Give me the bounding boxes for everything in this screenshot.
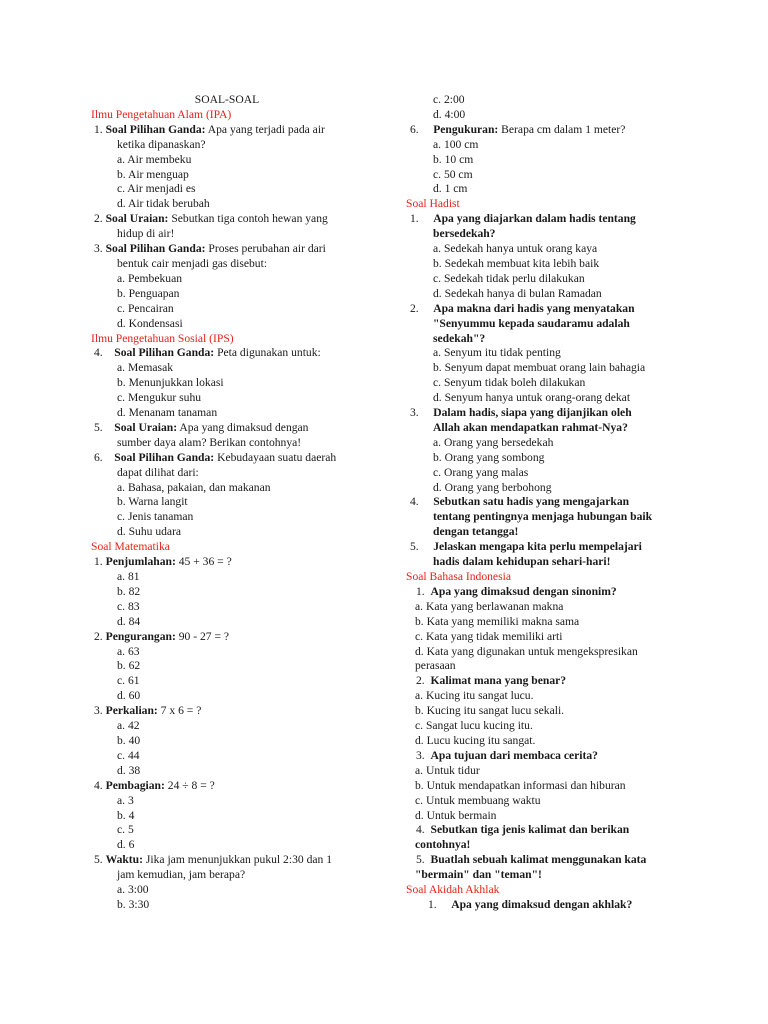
answer-option: a. Untuk tidur bbox=[415, 763, 480, 777]
answer-option: d. Senyum hanya untuk orang-orang dekat bbox=[433, 391, 631, 405]
answer-option: b. Kata yang memiliki makna sama bbox=[415, 614, 580, 628]
answer-option: c. Air menjadi es bbox=[117, 182, 196, 196]
question-continuation: "bermain" dan "teman"! bbox=[415, 868, 542, 882]
answer-option: c. 2:00 bbox=[433, 93, 465, 106]
question-mtk-3: 3. Perkalian: 7 x 6 = ? bbox=[94, 704, 202, 718]
question-hadist-1: 1. Apa yang diajarkan dalam hadis tentang bbox=[410, 212, 636, 226]
answer-option: d. Untuk bermain bbox=[415, 808, 497, 822]
question-hadist-5: 5. Jelaskan mengapa kita perlu mempelajari bbox=[410, 540, 642, 554]
answer-option: c. Senyum tidak boleh dilakukan bbox=[433, 376, 586, 390]
answer-option: b. Orang yang sombong bbox=[433, 450, 545, 464]
section-heading-ipa: Ilmu Pengetahuan Alam (IPA) bbox=[91, 107, 232, 121]
answer-option: d. 6 bbox=[117, 838, 135, 852]
answer-option: a. 3 bbox=[117, 793, 134, 807]
answer-option: c. 5 bbox=[117, 823, 134, 837]
answer-option: d. Menanam tanaman bbox=[117, 406, 218, 420]
answer-option: d. 1 cm bbox=[433, 182, 468, 196]
answer-option: d. 84 bbox=[117, 614, 141, 628]
answer-option: c. Orang yang malas bbox=[433, 465, 529, 479]
answer-option: b. Untuk mendapatkan informasi dan hiburan bbox=[415, 778, 626, 792]
question-continuation: bersedekah? bbox=[433, 227, 496, 241]
question-hadist-2: 2. Apa makna dari hadis yang menyatakan bbox=[410, 301, 635, 315]
question-continuation: ketika dipanaskan? bbox=[117, 137, 206, 151]
question-bindo-1: 1. Apa yang dimaksud dengan sinonim? bbox=[416, 584, 617, 598]
answer-option: a. Senyum itu tidak penting bbox=[433, 346, 561, 360]
answer-option: b. 40 bbox=[117, 733, 141, 747]
question-continuation: sumber daya alam? Berikan contohnya! bbox=[117, 435, 302, 449]
question-hadist-4: 4. Sebutkan satu hadis yang mengajarkan bbox=[410, 495, 630, 509]
answer-option: d. Kata yang digunakan untuk mengekspresikan bbox=[415, 644, 638, 658]
question-ips-6: 6. Soal Pilihan Ganda: Kebudayaan suatu daerah bbox=[94, 450, 337, 464]
answer-option: a. 42 bbox=[117, 719, 140, 733]
answer-option: d. 60 bbox=[117, 689, 141, 703]
section-heading-bahasa-indonesia: Soal Bahasa Indonesia bbox=[406, 570, 511, 583]
answer-option: b. 62 bbox=[117, 659, 141, 673]
answer-option: d. Kondensasi bbox=[117, 316, 183, 330]
left-column bbox=[91, 93, 391, 913]
section-heading-hadist: Soal Hadist bbox=[406, 197, 460, 211]
answer-option: b. 4 bbox=[117, 808, 135, 822]
answer-option: d. Lucu kucing itu sangat. bbox=[415, 733, 536, 747]
question-ipa-2: 2. Soal Uraian: Sebutkan tiga contoh hewan yang bbox=[94, 212, 328, 226]
answer-option: d. Sedekah hanya di bulan Ramadan bbox=[433, 286, 602, 300]
question-continuation: sedekah"? bbox=[433, 331, 486, 345]
answer-option: c. 61 bbox=[117, 674, 140, 688]
question-mtk-6: 6. Pengukuran: Berapa cm dalam 1 meter? bbox=[410, 122, 626, 136]
section-heading-akidah-akhlak: Soal Akidah Akhlak bbox=[406, 883, 500, 897]
answer-option: a. Kucing itu sangat lucu. bbox=[415, 689, 534, 703]
question-ipa-3: 3. Soal Pilihan Ganda: Proses perubahan air dari bbox=[94, 242, 326, 256]
question-continuation: bentuk cair menjadi gas disebut: bbox=[117, 256, 268, 270]
question-continuation: jam kemudian, jam berapa? bbox=[117, 868, 246, 882]
answer-option: b. 3:30 bbox=[117, 897, 150, 911]
answer-option: c. Kata yang tidak memiliki arti bbox=[415, 629, 563, 643]
question-ipa-1: 1. Soal Pilihan Ganda: Apa yang terjadi pada air bbox=[94, 122, 325, 136]
question-bindo-3: 3. Apa tujuan dari membaca cerita? bbox=[416, 748, 598, 762]
answer-option: c. Untuk membuang waktu bbox=[415, 793, 541, 807]
page-title: SOAL-SOAL bbox=[194, 93, 260, 106]
answer-option: c. Mengukur suhu bbox=[117, 391, 202, 405]
question-bindo-5: 5. Buatlah sebuah kalimat menggunakan kata bbox=[416, 853, 647, 867]
answer-option: c. Jenis tanaman bbox=[117, 510, 194, 524]
answer-option: d. Suhu udara bbox=[117, 525, 182, 539]
answer-option: a. Kata yang berlawanan makna bbox=[415, 599, 564, 613]
question-continuation: tentang pentingnya menjaga hubungan baik bbox=[433, 510, 653, 524]
answer-continuation: perasaan bbox=[415, 659, 456, 673]
question-mtk-1: 1. Penjumlahan: 45 + 36 = ? bbox=[94, 555, 232, 569]
answer-option: a. Air membeku bbox=[117, 152, 192, 166]
answer-option: b. Air menguap bbox=[117, 167, 189, 181]
question-mtk-2: 2. Pengurangan: 90 - 27 = ? bbox=[94, 629, 230, 643]
question-mtk-4: 4. Pembagian: 24 ÷ 8 = ? bbox=[94, 778, 215, 792]
answer-option: a. 100 cm bbox=[433, 137, 479, 151]
answer-option: d. 4:00 bbox=[433, 107, 466, 121]
section-heading-matematika: Soal Matematika bbox=[91, 540, 170, 554]
question-ips-4: 4. Soal Pilihan Ganda: Peta digunakan untuk: bbox=[94, 346, 321, 360]
answer-option: c. 83 bbox=[117, 599, 140, 613]
question-mtk-5: 5. Waktu: Jika jam menunjukkan pukul 2:30 dan 1 bbox=[94, 853, 332, 867]
answer-option: a. Bahasa, pakaian, dan makanan bbox=[117, 480, 271, 494]
question-continuation: hadis dalam kehidupan sehari-hari! bbox=[433, 555, 611, 569]
question-akidah-1: 1. Apa yang dimaksud dengan akhlak? bbox=[428, 897, 633, 911]
question-continuation: Allah akan mendapatkan rahmat-Nya? bbox=[433, 420, 628, 434]
answer-option: a. Memasak bbox=[117, 361, 174, 375]
question-bindo-2: 2. Kalimat mana yang benar? bbox=[416, 674, 567, 688]
answer-option: b. 10 cm bbox=[433, 152, 474, 166]
question-ips-5: 5. Soal Uraian: Apa yang dimaksud dengan bbox=[94, 420, 309, 434]
answer-option: c. Pencairan bbox=[117, 301, 174, 315]
question-bindo-4: 4. Sebutkan tiga jenis kalimat dan berikan bbox=[416, 823, 630, 837]
answer-option: c. Sedekah tidak perlu dilakukan bbox=[433, 271, 585, 285]
answer-option: c. 50 cm bbox=[433, 167, 473, 181]
answer-option: d. Air tidak berubah bbox=[117, 197, 210, 211]
answer-option: d. 38 bbox=[117, 763, 141, 777]
answer-option: d. Orang yang berbohong bbox=[433, 480, 552, 494]
answer-option: b. Penguapan bbox=[117, 286, 180, 300]
answer-option: b. 82 bbox=[117, 584, 141, 598]
answer-option: a. Pembekuan bbox=[117, 271, 183, 285]
question-continuation: "Senyummu kepada saudaramu adalah bbox=[433, 316, 630, 330]
answer-option: a. 63 bbox=[117, 644, 140, 658]
answer-option: a. 81 bbox=[117, 570, 140, 583]
answer-option: a. 3:00 bbox=[117, 883, 149, 897]
answer-option: a. Sedekah hanya untuk orang kaya bbox=[433, 242, 598, 256]
answer-option: a. Orang yang bersedekah bbox=[433, 435, 554, 449]
section-heading-ips: Ilmu Pengetahuan Sosial (IPS) bbox=[91, 331, 234, 345]
answer-option: c. Sangat lucu kucing itu. bbox=[415, 719, 533, 733]
answer-option: b. Menunjukkan lokasi bbox=[117, 376, 224, 390]
question-continuation: dapat dilihat dari: bbox=[117, 465, 199, 479]
answer-option: b. Senyum dapat membuat orang lain bahagia bbox=[433, 361, 646, 375]
right-column bbox=[406, 93, 706, 913]
answer-option: b. Warna langit bbox=[117, 495, 188, 509]
answer-option: b. Kucing itu sangat lucu sekali. bbox=[415, 704, 565, 718]
question-continuation: hidup di air! bbox=[117, 227, 175, 241]
question-continuation: contohnya! bbox=[415, 838, 471, 852]
question-continuation: dengan tetangga! bbox=[433, 525, 519, 539]
answer-option: c. 44 bbox=[117, 748, 140, 762]
question-hadist-3: 3. Dalam hadis, siapa yang dijanjikan oleh bbox=[410, 406, 632, 420]
answer-option: b. Sedekah membuat kita lebih baik bbox=[433, 256, 600, 270]
